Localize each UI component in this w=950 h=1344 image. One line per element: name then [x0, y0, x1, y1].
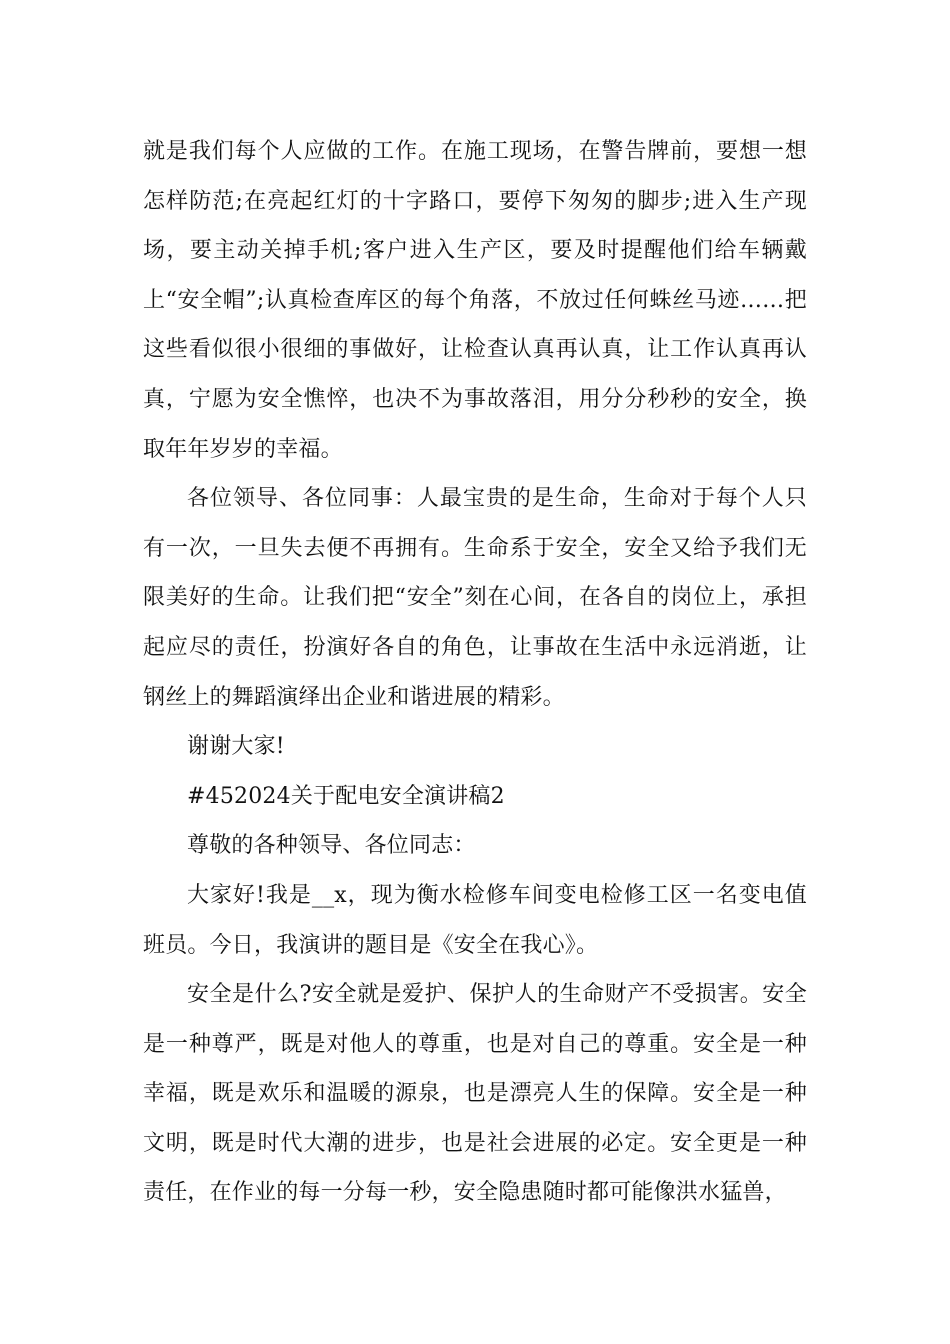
paragraph-what-is-safety: 安全是什么?安全就是爱护、保护人的生命财产不受损害。安全是一种尊严，既是对他人的尊重，也是对自己的尊重。安全是一种幸福，既是欢乐和温暖的源泉，也是漂亮人生的保障。安全是一种文明，既是时代大潮的进步，也是社会进展的必定。安全更是一种责任，在作业的每一分每一秒，安全隐患随时都可能像洪水猛兽，	[143, 982, 807, 1206]
section-heading: #452024关于配电安全演讲稿2	[187, 783, 505, 809]
paragraph-continuation: 就是我们每个人应做的工作。在施工现场，在警告牌前，要想一想怎样防范;在亮起红灯的十字路口，要停下匆匆的脚步;进入生产现场，要主动关掉手机;客户进入生产区，要及时提醒他们给车辆戴上“安全帽”;认真检查库区的每个角落，不放过任何蛛丝马迹……把这些看似很小很细的事做好，让检查认真再认真，让工作认真再认真，宁愿为安全憔悴，也决不为事故落泪，用分分秒秒的安全，换取年年岁岁的幸福。	[143, 139, 807, 462]
paragraph-thanks: 谢谢大家!	[187, 734, 285, 760]
paragraph-introduction: 大家好!我是__x，现为衡水检修车间变电检修工区一名变电值班员。今日，我演讲的题目是《安全在我心》。	[143, 882, 807, 958]
paragraph-appeal: 各位领导、各位同事：人最宝贵的是生命，生命对于每个人只有一次，一旦失去便不再拥有。生命系于安全，安全又给予我们无限美好的生命。让我们把“安全”刻在心间，在各自的岗位上，承担起应尽的责任，扮演好各自的角色，让事故在生活中永远消逝，让钢丝上的舞蹈演绎出企业和谐进展的精彩。	[143, 486, 807, 710]
document-body	[143, 127, 807, 1218]
salutation: 尊敬的各种领导、各位同志：	[187, 833, 476, 859]
